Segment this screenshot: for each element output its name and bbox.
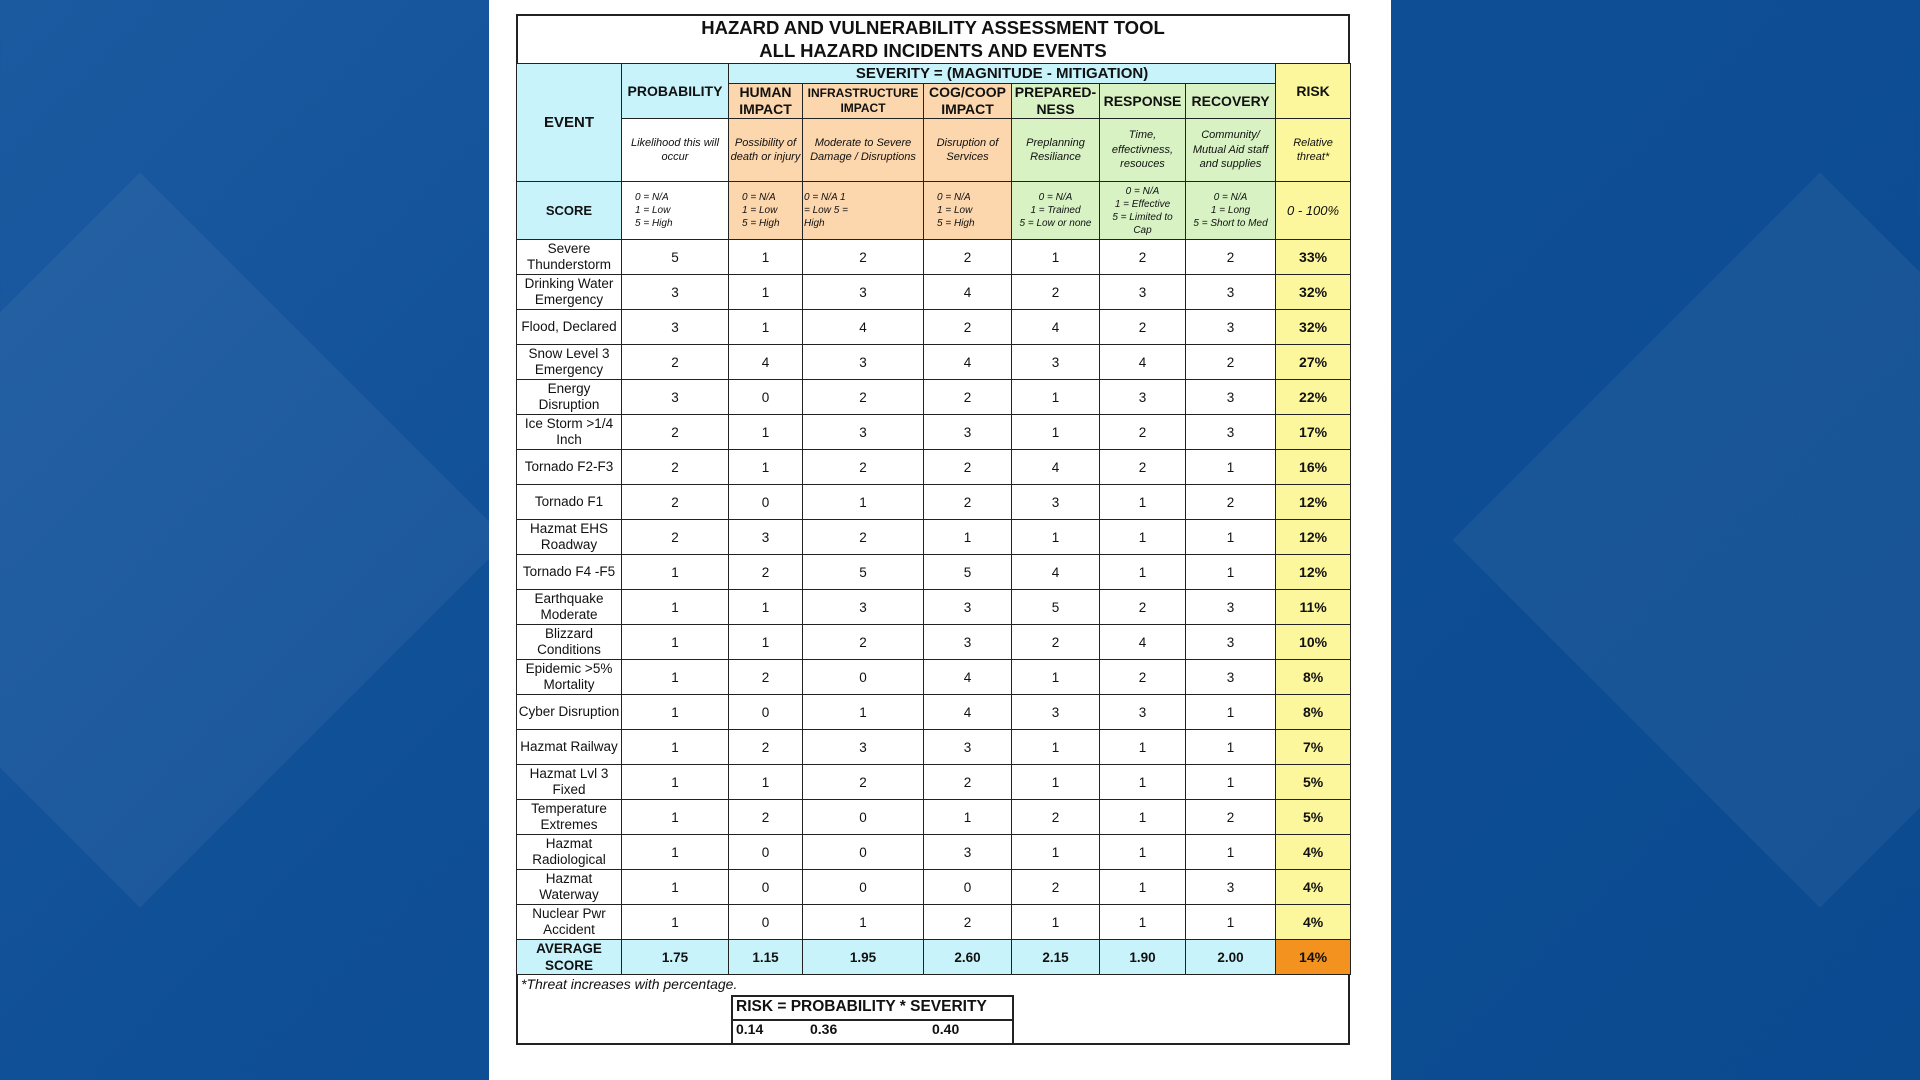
table-row [517,695,1351,730]
recovery-average: 2.00 [1186,940,1276,975]
risk-value: 4% [1276,905,1351,940]
event-name: Drinking Water Emergency [517,275,622,310]
human-score: 2 [729,800,803,835]
preparedness-score: 1 [1012,835,1100,870]
response-average: 1.90 [1100,940,1186,975]
preparedness-score: 1 [1012,765,1100,800]
recovery-score: 1 [1186,730,1276,765]
cog-score: 2 [924,380,1012,415]
response-score: 2 [1100,590,1186,625]
infrastructure-score: 0 [803,870,924,905]
recovery-score: 3 [1186,310,1276,345]
infrastructure-average: 1.95 [803,940,924,975]
event-name: Snow Level 3 Emergency [517,345,622,380]
recovery-score: 3 [1186,590,1276,625]
scale-line: 5 = High [635,218,673,229]
table-row [517,380,1351,415]
table-row [517,345,1351,380]
average-score-row [517,940,1351,975]
recovery-description: Community/ Mutual Aid staff and supplies [1186,119,1276,182]
infrastructure-score: 2 [803,380,924,415]
probability-score: 5 [622,240,729,275]
response-score: 2 [1100,415,1186,450]
event-name: Tornado F2-F3 [517,450,622,485]
human-score: 0 [729,695,803,730]
response-score: 1 [1100,870,1186,905]
human-score: 2 [729,730,803,765]
response-score: 2 [1100,310,1186,345]
cog-score: 2 [924,450,1012,485]
probability-score: 1 [622,730,729,765]
response-score: 2 [1100,660,1186,695]
response-header: RESPONSE [1100,84,1186,119]
scale-line: 1 = Low [742,205,778,216]
response-score: 1 [1100,730,1186,765]
infrastructure-score: 3 [803,275,924,310]
infrastructure-impact-header: INFRASTRUCTURE IMPACT [803,84,924,119]
cog-coop-impact-description: Disruption of Services [924,119,1012,182]
risk-value: 32% [1276,310,1351,345]
cog-score: 4 [924,660,1012,695]
table-row [517,415,1351,450]
event-name: Cyber Disruption [517,695,622,730]
cog-score: 2 [924,905,1012,940]
preparedness-score: 2 [1012,625,1100,660]
cog-score: 5 [924,555,1012,590]
response-score: 4 [1100,625,1186,660]
recovery-score: 1 [1186,835,1276,870]
preparedness-scale-cell [1012,182,1100,240]
preparedness-score: 1 [1012,730,1100,765]
scale-line: 1 = Low [635,205,671,216]
table-row [517,905,1351,940]
cog-score: 1 [924,800,1012,835]
formula-value: 0.40 [932,1021,960,1037]
infrastructure-score: 4 [803,310,924,345]
risk-value: 12% [1276,485,1351,520]
infrastructure-score: 0 [803,800,924,835]
risk-value: 17% [1276,415,1351,450]
event-name: Ice Storm >1/4 Inch [517,415,622,450]
cog-score: 1 [924,520,1012,555]
recovery-score: 3 [1186,415,1276,450]
cog-score: 2 [924,240,1012,275]
probability-score: 2 [622,450,729,485]
event-name: Temperature Extremes [517,800,622,835]
table-row [517,625,1351,660]
risk-value: 8% [1276,695,1351,730]
event-name: Hazmat Railway [517,730,622,765]
cog-score: 4 [924,275,1012,310]
scale-line: 1 = Low [937,205,973,216]
recovery-score: 1 [1186,695,1276,730]
risk-header: RISK [1276,64,1351,119]
risk-value: 5% [1276,800,1351,835]
event-name: Tornado F1 [517,485,622,520]
event-name: Tornado F4 -F5 [517,555,622,590]
cog-score: 3 [924,730,1012,765]
description-row [517,119,1351,182]
preparedness-score: 3 [1012,485,1100,520]
cog-score: 4 [924,345,1012,380]
event-name: Hazmat Waterway [517,870,622,905]
scale-line: 5 = High [742,218,780,229]
response-score: 1 [1100,800,1186,835]
probability-scale-cell [622,182,729,240]
event-name: Hazmat Lvl 3 Fixed [517,765,622,800]
scale-line: 5 = Low or none [1019,218,1092,229]
probability-score: 2 [622,485,729,520]
probability-score: 1 [622,905,729,940]
event-name: Hazmat EHS Roadway [517,520,622,555]
human-score: 0 [729,485,803,520]
scale-line: 1 = Long [1210,205,1251,216]
human-score: 3 [729,520,803,555]
scale-line: 1 = Trained [1030,205,1081,216]
risk-value: 22% [1276,380,1351,415]
preparedness-header: PREPARED-NESS [1012,84,1100,119]
score-label: SCORE [517,182,622,240]
preparedness-description: Preplanning Resiliance [1012,119,1100,182]
infrastructure-score: 1 [803,695,924,730]
risk-value: 11% [1276,590,1351,625]
probability-score: 1 [622,590,729,625]
recovery-score: 1 [1186,905,1276,940]
preparedness-score: 1 [1012,380,1100,415]
human-score: 1 [729,275,803,310]
probability-header: PROBABILITY [622,64,729,119]
preparedness-score: 2 [1012,870,1100,905]
event-name: Flood, Declared [517,310,622,345]
background-diamond-right [1452,172,1920,907]
recovery-header: RECOVERY [1186,84,1276,119]
response-score: 2 [1100,450,1186,485]
recovery-score: 2 [1186,345,1276,380]
preparedness-score: 5 [1012,590,1100,625]
table-row [517,660,1351,695]
event-name: Hazmat Radiological [517,835,622,870]
event-name: Earthquake Moderate [517,590,622,625]
cog-score: 3 [924,625,1012,660]
risk-value: 33% [1276,240,1351,275]
cog-score: 0 [924,870,1012,905]
formula-value: 0.14 [736,1021,764,1037]
human-score: 4 [729,345,803,380]
infrastructure-score: 3 [803,590,924,625]
human-score: 1 [729,310,803,345]
preparedness-score: 4 [1012,450,1100,485]
risk-value: 4% [1276,835,1351,870]
human-impact-description: Possibility of death or injury [729,119,803,182]
table-row [517,730,1351,765]
human-score: 0 [729,870,803,905]
table-row [517,450,1351,485]
human-score: 1 [729,450,803,485]
response-score: 4 [1100,345,1186,380]
recovery-score: 3 [1186,625,1276,660]
severity-header: SEVERITY = (MAGNITUDE - MITIGATION) [729,64,1276,84]
scale-line: 0 = N/A 1 [804,192,846,203]
recovery-score: 1 [1186,450,1276,485]
infrastructure-score: 2 [803,625,924,660]
risk-value: 5% [1276,765,1351,800]
risk-value: 32% [1276,275,1351,310]
scale-line: 1 = Effective [1114,198,1171,210]
human-scale-cell [729,182,803,240]
infrastructure-score: 1 [803,905,924,940]
scale-line: 5 = Short to Med [1193,218,1268,229]
severity-header-row [517,64,1351,84]
response-score: 1 [1100,485,1186,520]
title-line-1: HAZARD AND VULNERABILITY ASSESSMENT TOOL [701,17,1165,38]
preparedness-average: 2.15 [1012,940,1100,975]
table-row [517,800,1351,835]
recovery-score: 2 [1186,485,1276,520]
assessment-document [516,14,1350,1045]
title-line-2: ALL HAZARD INCIDENTS AND EVENTS [759,40,1107,61]
risk-value: 4% [1276,870,1351,905]
risk-value: 12% [1276,555,1351,590]
human-score: 2 [729,555,803,590]
preparedness-score: 1 [1012,415,1100,450]
event-name: Epidemic >5% Mortality [517,660,622,695]
infrastructure-scale-cell [803,182,924,240]
probability-score: 1 [622,835,729,870]
infrastructure-score: 0 [803,660,924,695]
average-score-label: AVERAGE SCORE [517,940,622,975]
preparedness-score: 1 [1012,520,1100,555]
recovery-score: 3 [1186,870,1276,905]
probability-score: 1 [622,660,729,695]
response-description: Time, effectivness, resouces [1100,119,1186,182]
preparedness-score: 1 [1012,660,1100,695]
scale-line: Cap [1133,224,1152,236]
response-score: 2 [1100,240,1186,275]
average-risk-value: 14% [1276,940,1351,975]
recovery-score: 1 [1186,555,1276,590]
probability-score: 3 [622,310,729,345]
cog-average: 2.60 [924,940,1012,975]
risk-formula: RISK = PROBABILITY * SEVERITY [736,998,987,1015]
scale-line: 0 = N/A [742,192,776,203]
preparedness-score: 2 [1012,800,1100,835]
preparedness-score: 4 [1012,310,1100,345]
scale-line: 5 = Limited to [1112,211,1173,223]
preparedness-score: 3 [1012,345,1100,380]
scale-line: 0 = N/A [1213,192,1248,203]
probability-score: 2 [622,415,729,450]
human-score: 1 [729,625,803,660]
scale-line: 0 = N/A [1125,185,1160,197]
table-row [517,835,1351,870]
probability-description: Likelihood this will occur [622,119,729,182]
infrastructure-score: 1 [803,485,924,520]
recovery-score: 2 [1186,240,1276,275]
human-score: 2 [729,660,803,695]
event-header: EVENT [517,64,622,182]
infrastructure-score: 2 [803,450,924,485]
infrastructure-impact-description: Moderate to Severe Damage / Disruptions [803,119,924,182]
cog-score: 3 [924,590,1012,625]
infrastructure-score: 2 [803,765,924,800]
table-row [517,870,1351,905]
cog-score: 4 [924,695,1012,730]
footer-section [516,975,1350,1045]
infrastructure-score: 2 [803,520,924,555]
cog-scale-cell [924,182,1012,240]
probability-average: 1.75 [622,940,729,975]
infrastructure-score: 2 [803,240,924,275]
scale-line: 0 = N/A [937,192,971,203]
recovery-score: 3 [1186,660,1276,695]
document-page [489,0,1391,1080]
response-score: 1 [1100,520,1186,555]
scale-line: 0 = N/A [1038,192,1073,203]
recovery-score: 1 [1186,520,1276,555]
infrastructure-score: 0 [803,835,924,870]
footnote: *Threat increases with percentage. [521,976,738,992]
human-impact-header: HUMAN IMPACT [729,84,803,119]
infrastructure-score: 3 [803,415,924,450]
risk-value: 12% [1276,520,1351,555]
risk-value: 8% [1276,660,1351,695]
table-body [517,64,1351,975]
response-score: 3 [1100,695,1186,730]
risk-scale-cell: 0 - 100% [1276,182,1351,240]
human-score: 0 [729,380,803,415]
background-diamond-left [0,172,508,907]
infrastructure-score: 5 [803,555,924,590]
formula-divider [733,1019,1012,1021]
human-score: 1 [729,590,803,625]
scale-line: High [804,218,825,229]
human-score: 1 [729,240,803,275]
recovery-score: 1 [1186,765,1276,800]
preparedness-score: 1 [1012,905,1100,940]
table-row [517,520,1351,555]
probability-score: 1 [622,800,729,835]
recovery-scale-cell [1186,182,1276,240]
formula-value: 0.36 [810,1021,838,1037]
preparedness-score: 3 [1012,695,1100,730]
table-row [517,590,1351,625]
recovery-score: 3 [1186,380,1276,415]
scale-line: 0 = N/A [635,192,669,203]
assessment-table [516,63,1351,975]
recovery-score: 3 [1186,275,1276,310]
scale-line: = Low 5 = [804,205,848,216]
response-score: 3 [1100,380,1186,415]
event-name: Nuclear Pwr Accident [517,905,622,940]
risk-value: 27% [1276,345,1351,380]
risk-description: Relative threat* [1276,119,1351,182]
cog-score: 3 [924,835,1012,870]
human-score: 1 [729,415,803,450]
table-row [517,485,1351,520]
cog-score: 2 [924,485,1012,520]
table-row [517,240,1351,275]
table-row [517,765,1351,800]
cog-score: 2 [924,310,1012,345]
probability-score: 3 [622,380,729,415]
document-title [516,14,1350,63]
recovery-score: 2 [1186,800,1276,835]
probability-score: 1 [622,870,729,905]
probability-score: 1 [622,765,729,800]
probability-score: 2 [622,520,729,555]
response-score: 3 [1100,275,1186,310]
score-scale-row [517,182,1351,240]
cog-score: 3 [924,415,1012,450]
table-row [517,310,1351,345]
preparedness-score: 1 [1012,240,1100,275]
risk-formula-box [731,995,1014,1045]
event-name: Severe Thunderstorm [517,240,622,275]
response-scale-cell [1100,182,1186,240]
cog-coop-impact-header: COG/COOP IMPACT [924,84,1012,119]
human-score: 0 [729,835,803,870]
event-name: Blizzard Conditions [517,625,622,660]
response-score: 1 [1100,905,1186,940]
event-name: Energy Disruption [517,380,622,415]
table-row [517,275,1351,310]
response-score: 1 [1100,835,1186,870]
human-score: 0 [729,905,803,940]
human-average: 1.15 [729,940,803,975]
risk-value: 7% [1276,730,1351,765]
response-score: 1 [1100,765,1186,800]
table-row [517,555,1351,590]
preparedness-score: 4 [1012,555,1100,590]
risk-value: 10% [1276,625,1351,660]
probability-score: 1 [622,695,729,730]
preparedness-score: 2 [1012,275,1100,310]
cog-score: 2 [924,765,1012,800]
human-score: 1 [729,765,803,800]
risk-value: 16% [1276,450,1351,485]
response-score: 1 [1100,555,1186,590]
infrastructure-score: 3 [803,345,924,380]
probability-score: 3 [622,275,729,310]
probability-score: 1 [622,555,729,590]
infrastructure-score: 3 [803,730,924,765]
scale-line: 5 = High [937,218,975,229]
probability-score: 1 [622,625,729,660]
probability-score: 2 [622,345,729,380]
